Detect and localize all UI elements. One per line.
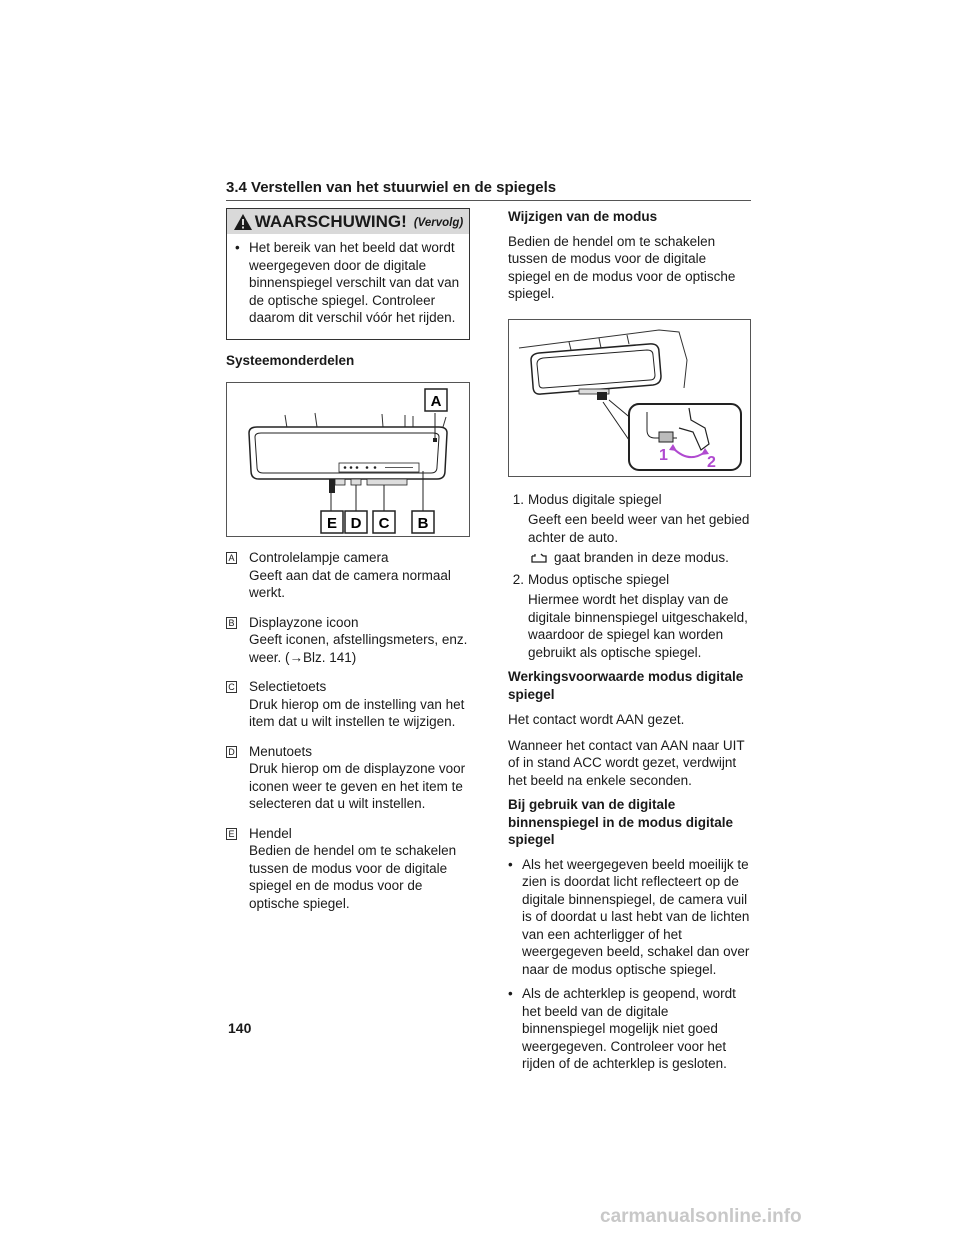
indicator-note: gaat branden in deze modus. [508, 549, 751, 567]
warning-subtitle: (Vervolg) [413, 216, 464, 229]
section-header [226, 179, 751, 201]
list-item: D Menutoets Druk hierop om de displayzone voor iconen weer te geven en het item te selecteren dat u wilt instellen. [226, 743, 470, 813]
warning-title: WAARSCHUWING! [254, 211, 407, 231]
left-column [226, 208, 470, 924]
letter-badge: A [226, 552, 237, 564]
letter-badge: B [226, 617, 237, 629]
mirror-illustration [227, 383, 469, 536]
section-title: Verstellen van het stuurwiel en de spiegels [251, 179, 557, 196]
mode-heading: Wijzigen van de modus [508, 209, 658, 224]
list-item: B Displayzone icoon Geeft iconen, afstellingsmeters, enz. weer. (→Blz. 141) [226, 614, 470, 667]
condition-heading: Werkingsvoorwaarde modus digitale spiegel [508, 669, 744, 702]
lever-illustration [509, 320, 750, 476]
warning-triangle-icon [233, 213, 253, 231]
condition-text-2: Wanneer het contact van AAN naar UIT of in stand ACC wordt gezet, verdwijnt het beeld na enkele seconden. [508, 737, 745, 788]
warning-body [227, 234, 469, 339]
list-item: A Controlelampje camera Geeft aan dat de camera normaal werkt. [226, 549, 470, 602]
list-item: • Als het weergegeven beeld moeilijk te zien is doordat licht reflecteert op de digitale binnenspiegel, de camera vuil is of doordat u last hebt van de lichten van een achterligger of het weergegeven beeld, schakel dan over naar de modus optische spiegel. [508, 856, 750, 977]
figure-label-1: 1 [659, 446, 668, 464]
lever-figure [508, 319, 751, 477]
usage-heading: Bij gebruik van de digitale binnenspiegel in de modus digitale spiegel [508, 797, 734, 847]
component-list [226, 549, 470, 912]
figure-label-a: A [430, 393, 442, 410]
list-item: • Als de achterklep is geopend, wordt het beeld van de digitale binnenspiegel mogelijk niet goed weergegeven. Controleer voor het rijden of de achterklep is gesloten. [508, 986, 736, 1071]
warning-bullet: • Het bereik van het beeld dat wordt weergegeven door de digitale binnenspiegel verschilt van dat van de optische spiegel. Controleer daarom dit verschil vóór het rijden. [235, 240, 460, 325]
figure-label-b: B [417, 515, 429, 532]
usage-list [508, 856, 751, 1073]
right-column [508, 208, 751, 1077]
condition-text-1: Het contact wordt AAN gezet. [508, 712, 685, 727]
figure-label-2: 2 [707, 453, 716, 471]
list-item: 1. Modus digitale spiegel [512, 491, 662, 507]
figure-label-d: D [350, 515, 362, 532]
warning-header [227, 209, 469, 234]
mode-list: 1. Modus digitale spiegel Geeft een beeld weer van het gebied achter de auto. gaat branden in deze modus. 2. Modus optische spiegel Hiermee wordt het display van de digitale binnenspiegel uitgeschakeld, waardoor de spiegel kan worden gebruikt als optische spiegel. [508, 491, 751, 662]
list-item: 2. Modus optische spiegel [512, 571, 670, 587]
letter-badge: D [226, 746, 237, 758]
mirror-components-figure [226, 382, 470, 537]
page-number: 140 [228, 1020, 252, 1036]
components-heading: Systeemonderdelen [226, 352, 355, 368]
list-item: E Hendel Bedien de hendel om te schakelen tussen de modus voor de digitale spiegel en de modus voor de optische spiegel. [226, 825, 470, 913]
section-number: 3.4 [226, 179, 247, 196]
letter-badge: C [226, 681, 237, 693]
watermark: carmanualsonline.info [600, 1206, 802, 1227]
mode-intro: Bedien de hendel om te schakelen tussen de modus voor de digitale spiegel en de modus voor de optische spiegel. [508, 233, 736, 301]
list-item: C Selectietoets Druk hierop om de instelling van het item dat u wilt instellen te wijzigen. [226, 678, 470, 731]
figure-label-c: C [378, 515, 390, 532]
letter-badge: E [226, 828, 237, 840]
figure-label-e: E [326, 515, 338, 532]
warning-box [226, 208, 470, 340]
camera-indicator-icon [530, 552, 548, 564]
